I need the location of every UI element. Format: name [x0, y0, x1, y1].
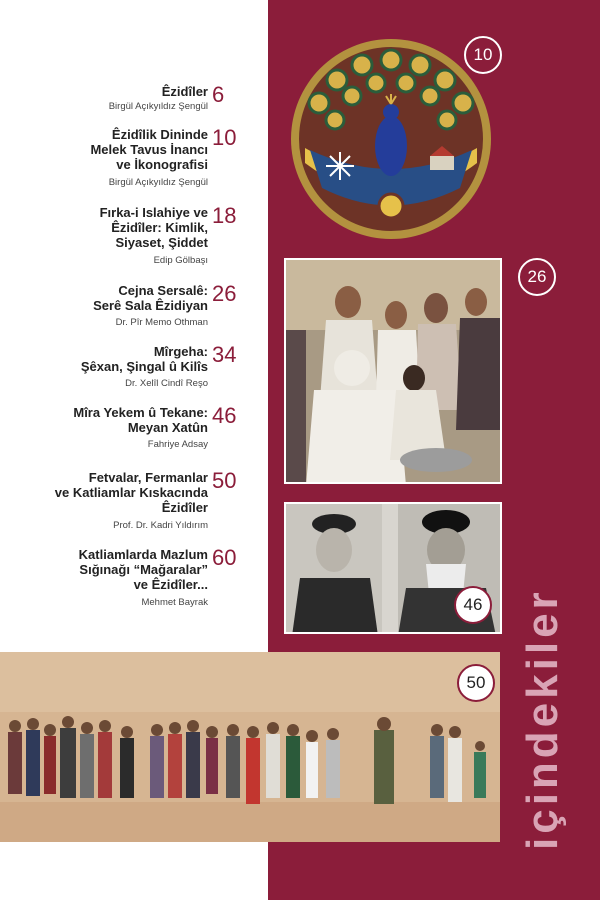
toc-entry[interactable] [4, 405, 254, 455]
toc-entry-title: Êzidîler [161, 84, 208, 99]
toc-entry-title: Êzidîlik Dininde Melek Tavus İnancı ve İkonografisi [90, 127, 208, 172]
toc-entry-author: Dr. Pîr Memo Othman [115, 317, 208, 328]
toc-entry-title: Fırka-i Islahiye ve Êzidîler: Kimlik, Siyaset, Şiddet [99, 205, 208, 250]
page-badge-peacock: 10 [464, 36, 502, 74]
toc-entry[interactable] [4, 547, 254, 613]
toc-entry-title: Fetvalar, Fermanlar ve Katliamlar Kıskacında Êzidîler [54, 470, 208, 515]
toc-entry-title: Katliamlarda Mazlum Sığınağı “Mağaralar” ve Êzidîler... [78, 547, 208, 592]
toc-entry-author: Birgül Açıkyıldız Şengül [108, 177, 208, 188]
toc-entry-page: 34 [212, 342, 237, 367]
toc-entry[interactable] [4, 127, 254, 193]
toc-entry-author: Fahriye Adsay [147, 439, 208, 450]
toc-entry-author: Edip Gölbaşı [153, 255, 208, 266]
toc-entry-title: Cejna Sersalê: Serê Sala Êzidiyan [93, 283, 208, 313]
toc-entry[interactable] [4, 84, 254, 124]
section-title-vertical [510, 430, 570, 850]
section-title-text: içindekiler [518, 588, 567, 850]
toc-entry[interactable] [4, 205, 254, 271]
toc-entry[interactable] [4, 344, 254, 394]
page-badge-gathering: 26 [518, 258, 556, 296]
toc-entry-title: Mîrgeha: Şêxan, Şingal û Kilîs [80, 344, 208, 374]
toc-entry-author: Dr. Xelîl Cindî Reşo [125, 378, 208, 389]
toc-entry-page: 46 [212, 403, 237, 428]
toc-entry-page: 50 [212, 468, 237, 493]
toc-entry-title: Mîra Yekem û Tekane: Meyan Xatûn [73, 405, 208, 435]
toc-entry-page: 6 [212, 82, 225, 107]
toc-entry-page: 60 [212, 545, 237, 570]
page-badge-portraits: 46 [454, 586, 492, 624]
toc-entry-author: Birgül Açıkyıldız Şengül [108, 101, 208, 112]
toc-entry[interactable] [4, 283, 254, 333]
toc-entry-page: 26 [212, 281, 237, 306]
toc-entry[interactable] [4, 470, 254, 536]
peacock-emblem-image [290, 38, 492, 240]
gathering-photo [284, 258, 502, 484]
desert-refugees-photo [0, 652, 500, 842]
toc-entry-author: Mehmet Bayrak [141, 597, 208, 608]
table-of-contents [0, 0, 268, 650]
page-badge-desert: 50 [457, 664, 495, 702]
toc-entry-page: 18 [212, 203, 237, 228]
toc-entry-page: 10 [212, 125, 237, 150]
toc-entry-author: Prof. Dr. Kadri Yıldırım [113, 520, 208, 531]
